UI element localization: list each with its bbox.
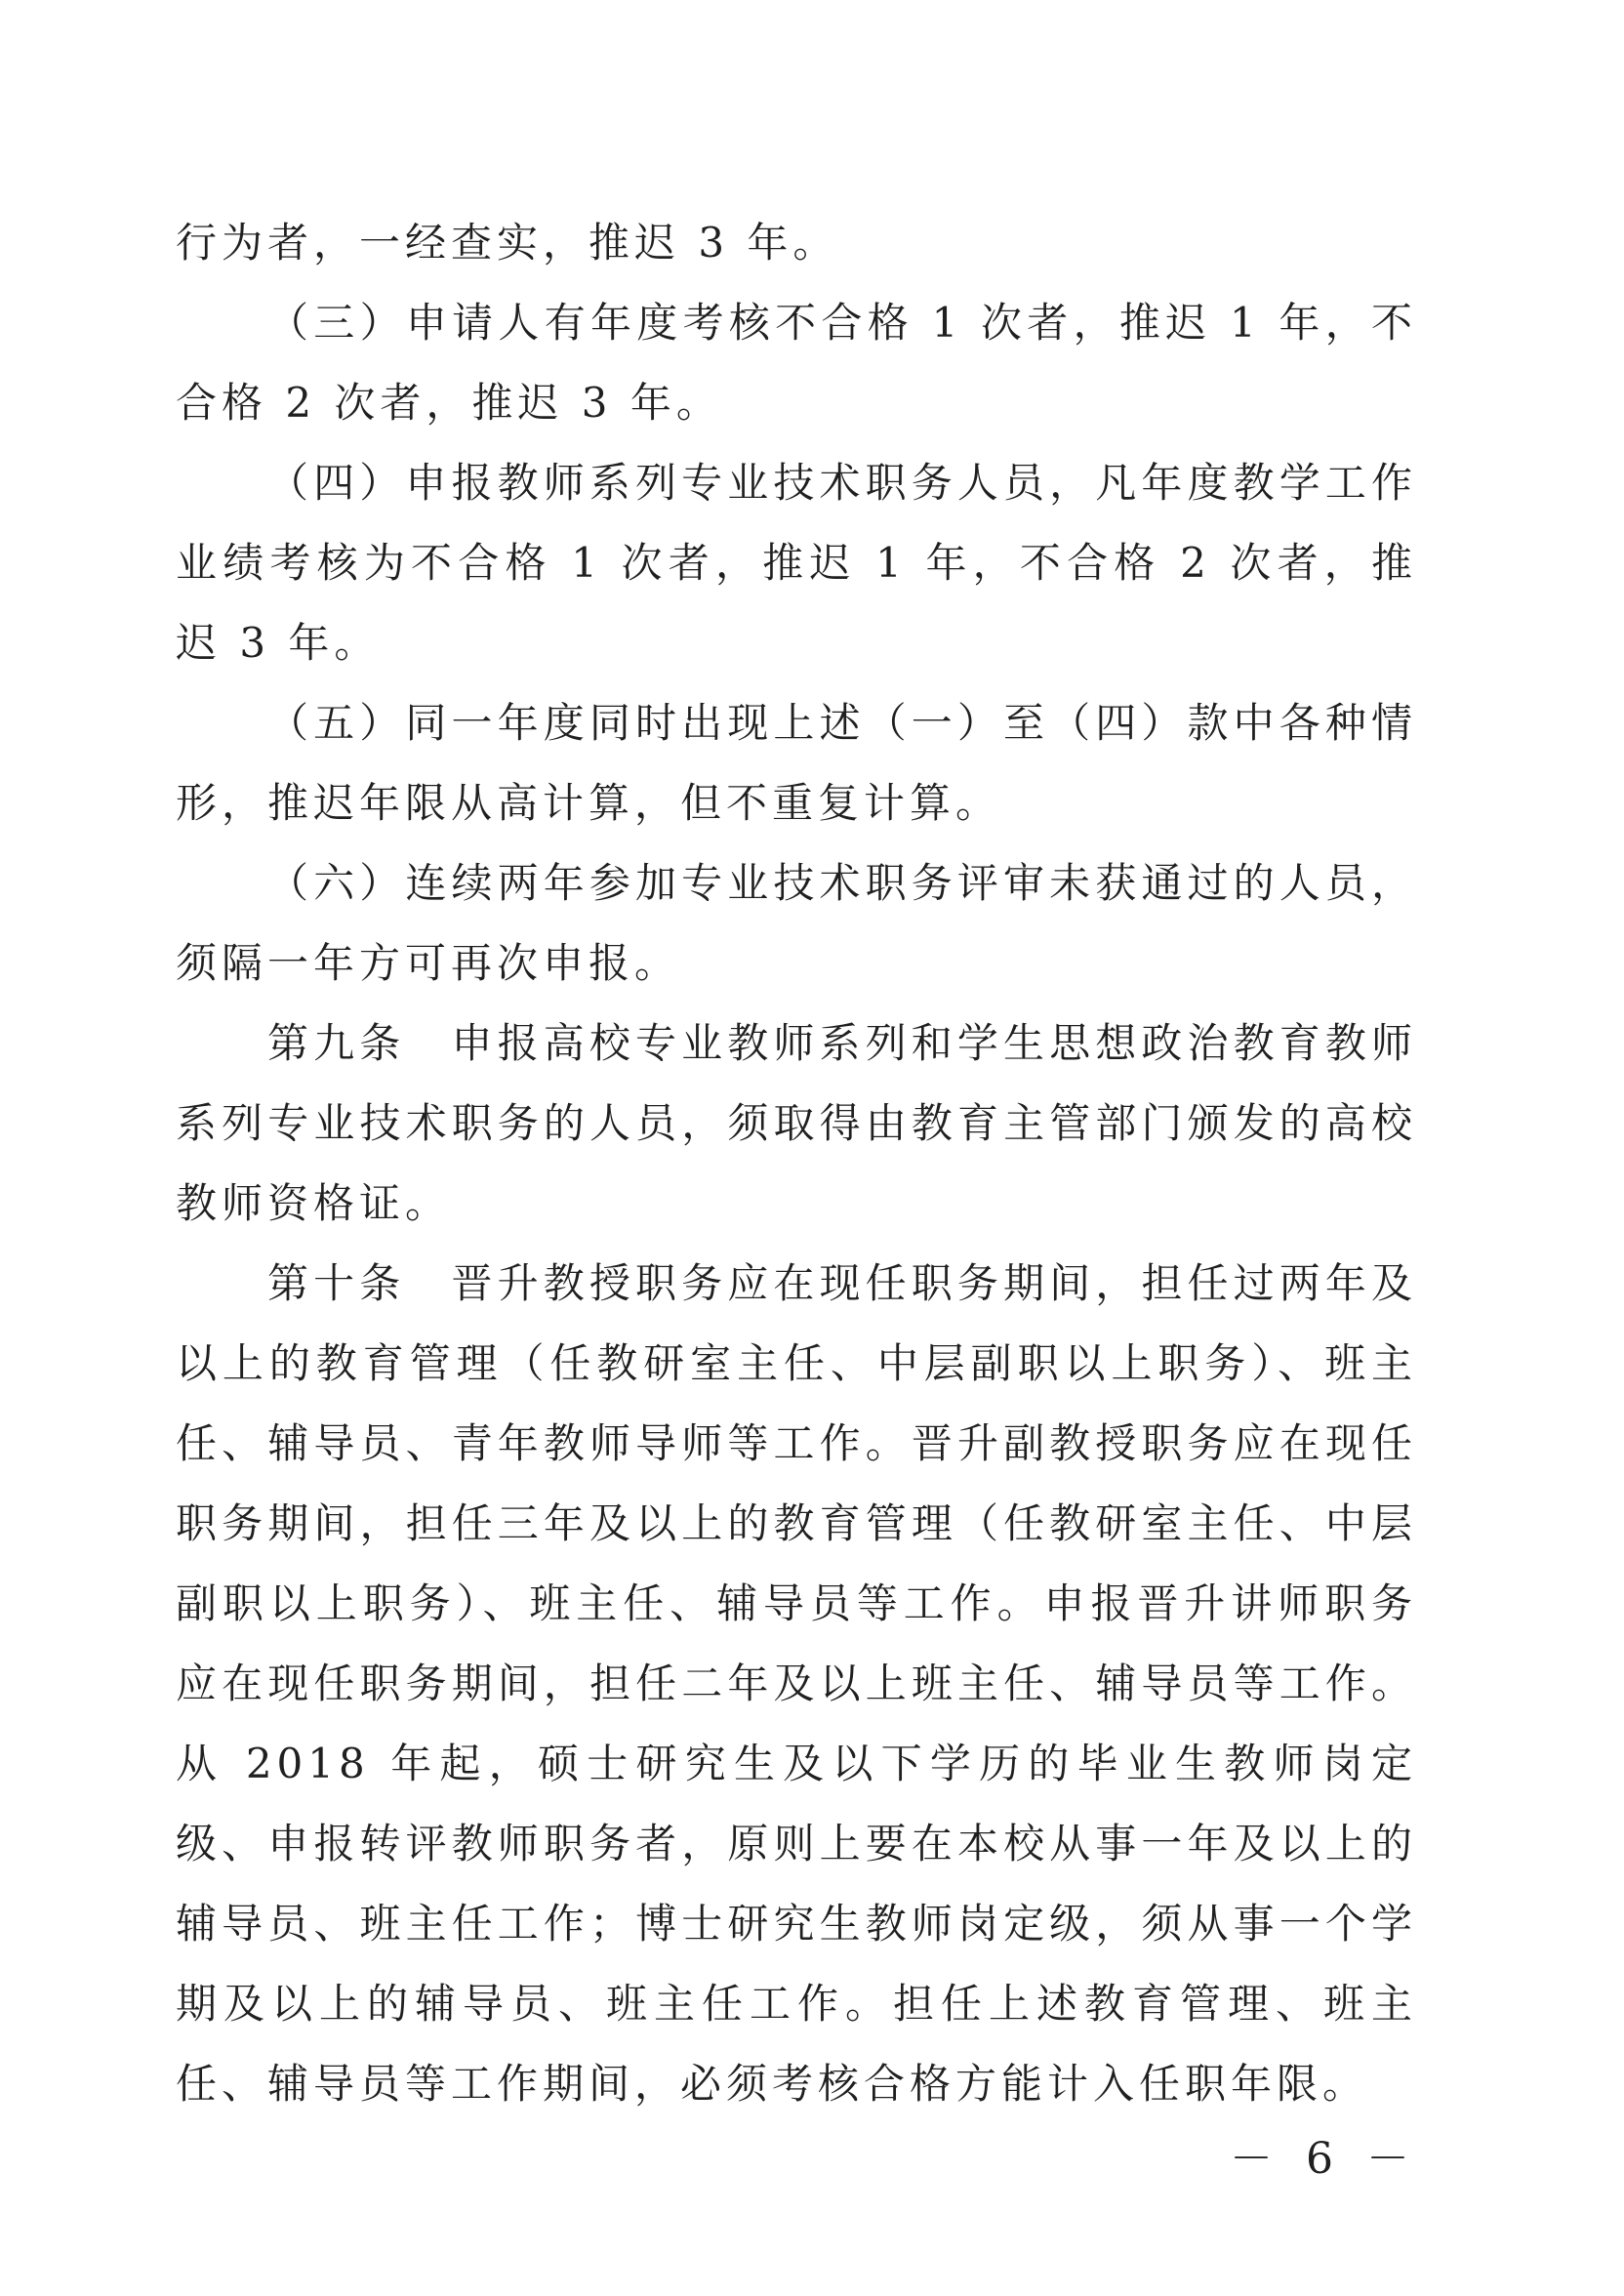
- page-number: － 6 －: [1230, 2134, 1419, 2184]
- article-9: 第九条 申报高校专业教师系列和学生思想政治教育教师系列专业技术职务的人员，须取得由教育主管部门颁发的高校教师资格证。: [176, 1019, 1417, 1227]
- paragraph-item-4: （四）申报教师系列专业技术职务人员，凡年度教学工作业绩考核为不合格 1 次者，推迟 1 年，不合格 2 次者，推迟 3 年。: [176, 459, 1417, 667]
- paragraph-continuation: 行为者，一经查实，推迟 3 年。: [176, 219, 839, 266]
- paragraph-item-3: （三）申请人有年度考核不合格 1 次者，推迟 1 年，不合格 2 次者，推迟 3 年。: [176, 299, 1417, 427]
- paragraph-item-5: （五）同一年度同时出现上述（一）至（四）款中各种情形，推迟年限从高计算，但不重复计算。: [176, 699, 1417, 827]
- document-body: [176, 203, 1417, 2124]
- article-10: 第十条 晋升教授职务应在现任职务期间，担任过两年及以上的教育管理（任教研室主任、中层副职以上职务）、班主任、辅导员、青年教师导师等工作。晋升副教授职务应在现任职务期间，担任三年及以上的教育管理（任教研室主任、中层副职以上职务）、班主任、辅导员等工作。申报晋升讲师职务应在现任职务期间，担任二年及以上班主任、辅导员等工作。从 2018 年起，硕士研究生及以下学历的毕业生教师岗定级、申报转评教师职务者，原则上要在本校从事一年及以上的辅导员、班主任工作；博士研究生教师岗定级，须从事一个学期及以上的辅导员、班主任工作。担任上述教育管理、班主任、辅导员等工作期间，必须考核合格方能计入任职年限。: [176, 1259, 1417, 2108]
- paragraph-item-6: （六）连续两年参加专业技术职务评审未获通过的人员，须隔一年方可再次申报。: [176, 859, 1417, 987]
